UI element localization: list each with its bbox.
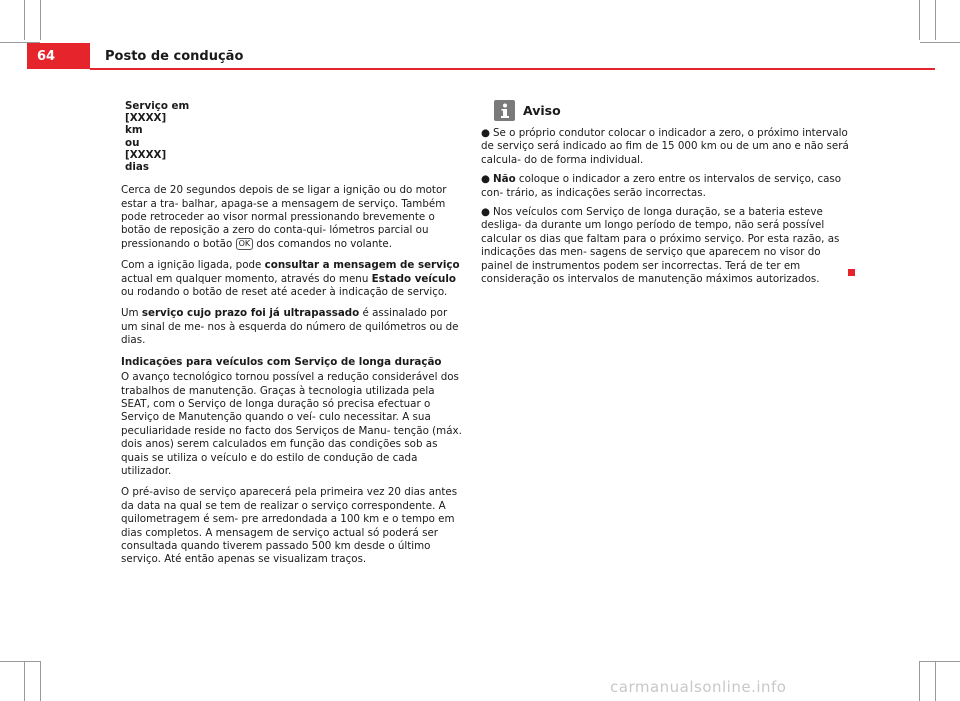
display-line: ou [125,136,140,149]
service-display-text [125,100,463,173]
ok-key-icon: OK [236,238,254,250]
header-rule [90,68,935,70]
bullet-icon: ● [481,173,490,186]
crop-mark [919,661,920,701]
crop-mark [24,661,25,701]
list-item: ● Não coloque o indicador a zero entre os intervalos de serviço, caso con- trário, as indicações serão incorrectas. [481,173,842,199]
bullet-icon: ● [481,127,490,139]
display-line: [XXXX] [125,148,167,161]
list-item: ● Nos veículos com Serviço de longa duração, se a bateria esteve desliga- da durante um longo período de tempo, não será possível calcular os dias que faltam para o próximo serviço. Por esta razão, as indicações das men- sagens de serviço que aparecem no visor do painel de instrumentos podem ser incorrectas. Terá de ter em consideração os intervalos de manutenção máximos autorizados. [481,206,840,286]
info-icon [494,100,515,121]
paragraph: Um serviço cujo prazo foi já ultrapassado é assinalado por um sinal de me- nos à esquerda do número de quilómetros ou de dias. [121,307,459,347]
paragraph: O avanço tecnológico tornou possível a redução considerável dos trabalhos de manutenção. Graças à tecnologia utilizada pela SEAT, com o Serviço de longa duração só precisa efectuar o Serviço de Manutenção quando o veí- culo necessitar. A sua peculiaridade reside no facto dos Serviços de Manu- tenção (máx. dois anos) serem calculados em função das condições sob as quais se utiliza o veículo e do estilo de condução de cada utilizador. [121,371,462,477]
crop-mark [935,0,936,40]
crop-mark [40,661,41,701]
end-of-section-marker [848,269,855,276]
list-item: ● Se o próprio condutor colocar o indicador a zero, o próximo intervalo de serviço será indicado ao fim de 15 000 km ou de um ano e não será calcula- do de forma individual. [481,127,849,166]
left-column [121,100,463,575]
crop-mark [920,42,960,43]
aviso-title: Aviso [523,102,561,118]
aviso-header [494,100,849,121]
paragraph: O pré-aviso de serviço aparecerá pela primeira vez 20 dias antes da data na qual se tem de realizar o serviço correspondente. A quilometragem é sem- pre arredondada a 100 km e o tempo em dias completos. A mensagem de serviço actual só poderá ser consultada quando tiverem passado 500 km desde o último serviço. Até então apenas se visualizam traços. [121,486,458,566]
paragraph: Com a ignição ligada, pode consultar a mensagem de serviço actual em qualquer momento, através do menu Estado veículo ou rodando o botão de reset até aceder à indicação de serviço. [121,259,460,299]
display-line: km [125,124,143,137]
section-title: Posto de condução [105,49,244,64]
right-column [481,100,849,292]
crop-mark [935,661,936,701]
display-line: dias [125,161,149,174]
crop-mark [920,661,960,662]
display-line: Serviço em [125,100,190,112]
display-line: [XXXX] [125,112,167,125]
watermark: carmanualsonline.info [610,678,787,696]
subheading: Indicações para veículos com Serviço de longa duração [121,355,442,368]
page-number: 64 [27,43,90,69]
crop-mark [40,0,41,40]
crop-mark [919,0,920,40]
crop-mark [0,661,40,662]
crop-mark [24,0,25,40]
paragraph: Cerca de 20 segundos depois de se ligar a ignição ou do motor estar a tra- balhar, apaga-se a mensagem de serviço. Também pode retroceder ao visor normal pressionando brevemente o botão de reposição a zero do conta-qui- lómetros parcial ou pressionando o botão OK dos comandos no volante. [121,184,447,250]
bullet-icon: ● [481,206,490,219]
